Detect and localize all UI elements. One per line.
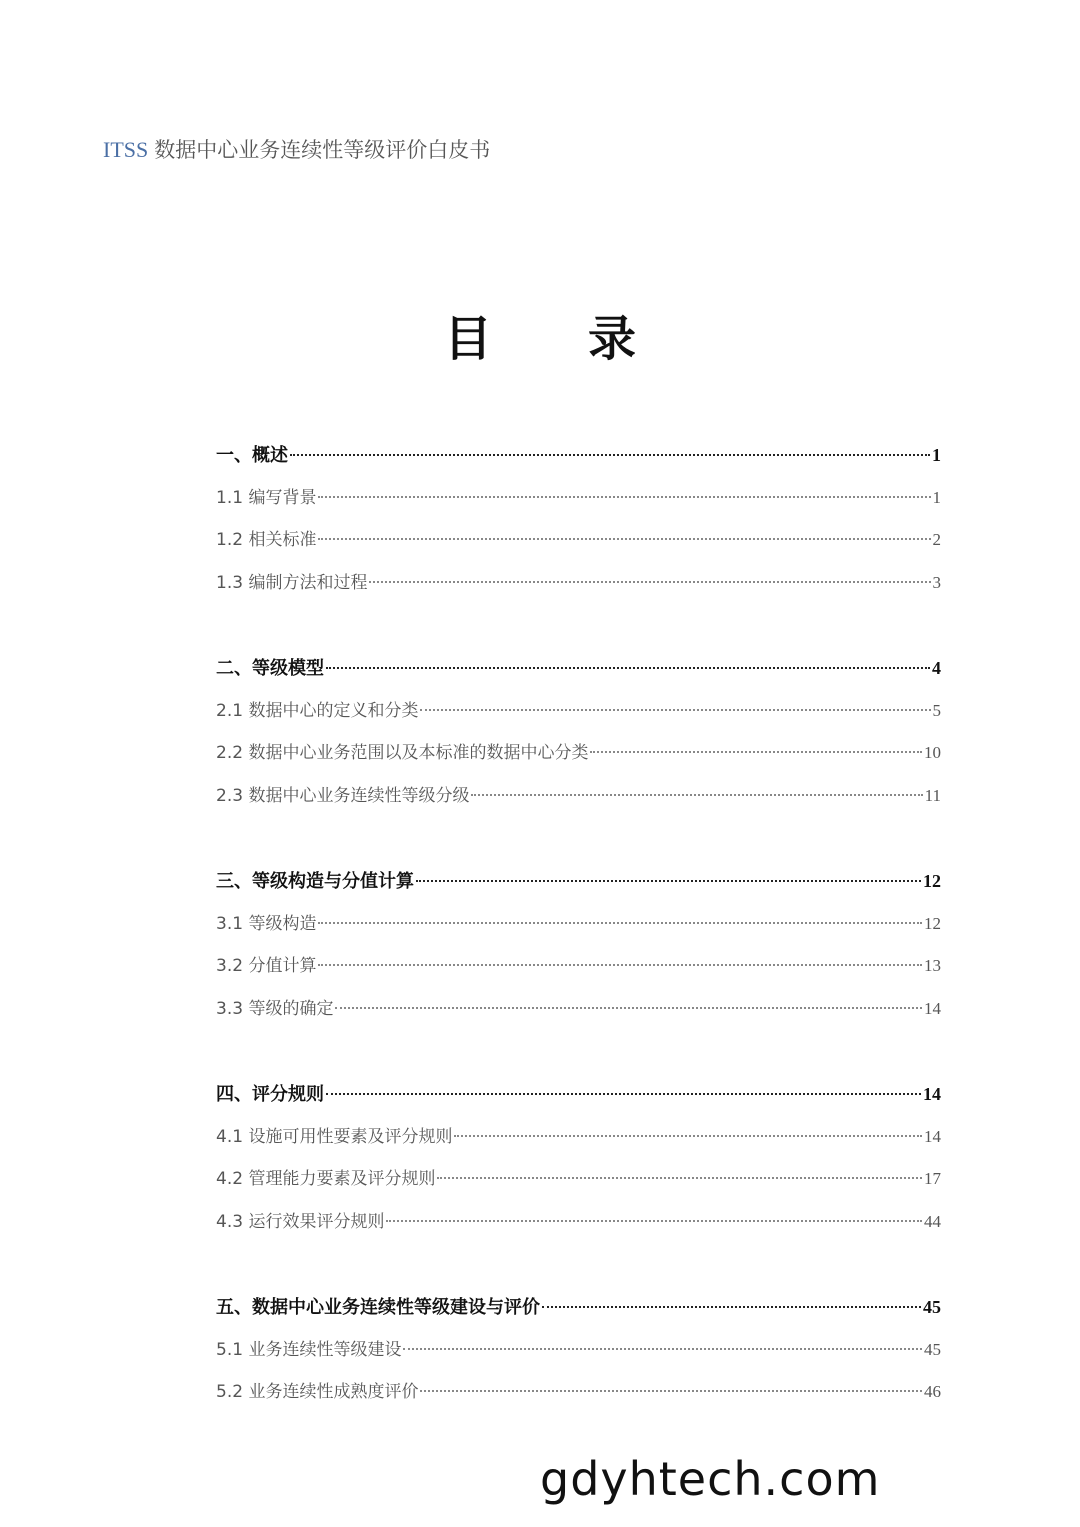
toc-entry-page: 45 bbox=[923, 1297, 941, 1317]
dot-leader bbox=[471, 794, 922, 796]
toc-entry-page: 5 bbox=[932, 700, 941, 720]
toc-entry-page: 46 bbox=[924, 1382, 941, 1401]
toc-entry[interactable] bbox=[216, 1335, 941, 1378]
toc-entry-label: 一、概述 bbox=[216, 445, 288, 466]
toc-entry[interactable] bbox=[216, 1164, 941, 1207]
dot-leader bbox=[318, 496, 930, 498]
toc-entry-label: 2.3 数据中心业务连续性等级分级 bbox=[216, 785, 470, 806]
toc-title-char-1: 目 bbox=[443, 311, 492, 367]
toc-entry-label: 四、评分规则 bbox=[216, 1084, 324, 1105]
dot-leader bbox=[437, 1177, 922, 1179]
table-of-contents bbox=[216, 440, 941, 1463]
toc-entry-page: 2 bbox=[932, 530, 941, 549]
header-brand: ITSS bbox=[103, 137, 149, 162]
toc-entry[interactable] bbox=[216, 909, 941, 952]
dot-leader bbox=[416, 880, 921, 882]
toc-entry-label: 5.2 业务连续性成熟度评价 bbox=[216, 1382, 419, 1402]
toc-entry[interactable] bbox=[216, 1207, 941, 1250]
toc-entry[interactable] bbox=[216, 994, 941, 1037]
dot-leader bbox=[326, 1093, 921, 1095]
toc-entry[interactable] bbox=[216, 738, 941, 781]
toc-entry-page: 14 bbox=[924, 998, 941, 1018]
dot-leader bbox=[420, 709, 930, 711]
dot-leader bbox=[335, 1007, 922, 1009]
toc-section bbox=[216, 1292, 941, 1420]
dot-leader bbox=[318, 538, 930, 540]
toc-chapter-entry[interactable] bbox=[216, 1292, 941, 1335]
dot-leader bbox=[318, 964, 922, 966]
toc-entry[interactable] bbox=[216, 696, 941, 739]
toc-entry-label: 4.2 管理能力要素及评分规则 bbox=[216, 1169, 436, 1189]
toc-entry-label: 1.2 相关标准 bbox=[216, 530, 317, 550]
toc-entry-label: 5.1 业务连续性等级建设 bbox=[216, 1339, 402, 1360]
toc-entry-page: 10 bbox=[924, 743, 941, 762]
toc-entry-label: 3.2 分值计算 bbox=[216, 956, 317, 976]
toc-chapter-entry[interactable] bbox=[216, 1079, 941, 1122]
toc-section bbox=[216, 653, 941, 823]
dot-leader bbox=[318, 922, 922, 924]
toc-title bbox=[0, 300, 1080, 369]
dot-leader bbox=[542, 1306, 921, 1308]
toc-entry[interactable] bbox=[216, 1122, 941, 1165]
toc-entry[interactable] bbox=[216, 525, 941, 568]
toc-entry-label: 三、等级构造与分值计算 bbox=[216, 871, 414, 892]
header-title: 数据中心业务连续性等级评价白皮书 bbox=[154, 138, 491, 162]
toc-chapter-entry[interactable] bbox=[216, 653, 941, 696]
watermark: gdyhtech.com bbox=[540, 1452, 881, 1506]
toc-entry-label: 3.1 等级构造 bbox=[216, 913, 317, 934]
toc-entry-page: 11 bbox=[924, 785, 941, 805]
running-header bbox=[103, 134, 490, 164]
toc-entry-label: 2.1 数据中心的定义和分类 bbox=[216, 700, 419, 721]
toc-entry-label: 2.2 数据中心业务范围以及本标准的数据中心分类 bbox=[216, 743, 589, 763]
toc-entry[interactable] bbox=[216, 483, 941, 526]
toc-entry-page: 17 bbox=[924, 1169, 941, 1188]
toc-entry-page: 14 bbox=[923, 1084, 941, 1104]
dot-leader bbox=[420, 1390, 922, 1392]
dot-leader bbox=[290, 454, 930, 456]
toc-entry-label: 五、数据中心业务连续性等级建设与评价 bbox=[216, 1297, 540, 1318]
dot-leader bbox=[403, 1348, 922, 1350]
toc-entry-label: 1.3 编制方法和过程 bbox=[216, 572, 368, 593]
toc-entry-page: 12 bbox=[924, 913, 941, 933]
toc-entry-page: 44 bbox=[924, 1211, 941, 1231]
toc-section bbox=[216, 866, 941, 1036]
toc-entry-page: 1 bbox=[932, 487, 941, 507]
toc-title-char-2: 录 bbox=[588, 311, 637, 367]
toc-entry[interactable] bbox=[216, 951, 941, 994]
toc-entry-page: 14 bbox=[924, 1126, 941, 1146]
toc-entry-page: 1 bbox=[932, 445, 941, 465]
toc-entry-page: 3 bbox=[932, 572, 941, 592]
toc-entry[interactable] bbox=[216, 568, 941, 611]
toc-entry-page: 45 bbox=[924, 1339, 941, 1359]
dot-leader bbox=[369, 581, 930, 583]
dot-leader bbox=[454, 1135, 922, 1137]
dot-leader bbox=[590, 751, 922, 753]
toc-section bbox=[216, 1079, 941, 1249]
toc-entry[interactable] bbox=[216, 1377, 941, 1420]
toc-section bbox=[216, 440, 941, 610]
toc-entry-page: 12 bbox=[923, 871, 941, 891]
toc-entry-label: 3.3 等级的确定 bbox=[216, 998, 334, 1019]
toc-entry-page: 13 bbox=[924, 956, 941, 975]
toc-entry-label: 4.1 设施可用性要素及评分规则 bbox=[216, 1126, 453, 1147]
toc-chapter-entry[interactable] bbox=[216, 440, 941, 483]
toc-entry-label: 4.3 运行效果评分规则 bbox=[216, 1211, 385, 1232]
dot-leader bbox=[386, 1220, 922, 1222]
toc-entry-page: 4 bbox=[932, 658, 941, 678]
toc-entry-label: 1.1 编写背景 bbox=[216, 487, 317, 508]
toc-entry[interactable] bbox=[216, 781, 941, 824]
toc-entry-label: 二、等级模型 bbox=[216, 658, 324, 679]
toc-chapter-entry[interactable] bbox=[216, 866, 941, 909]
dot-leader bbox=[326, 667, 930, 669]
